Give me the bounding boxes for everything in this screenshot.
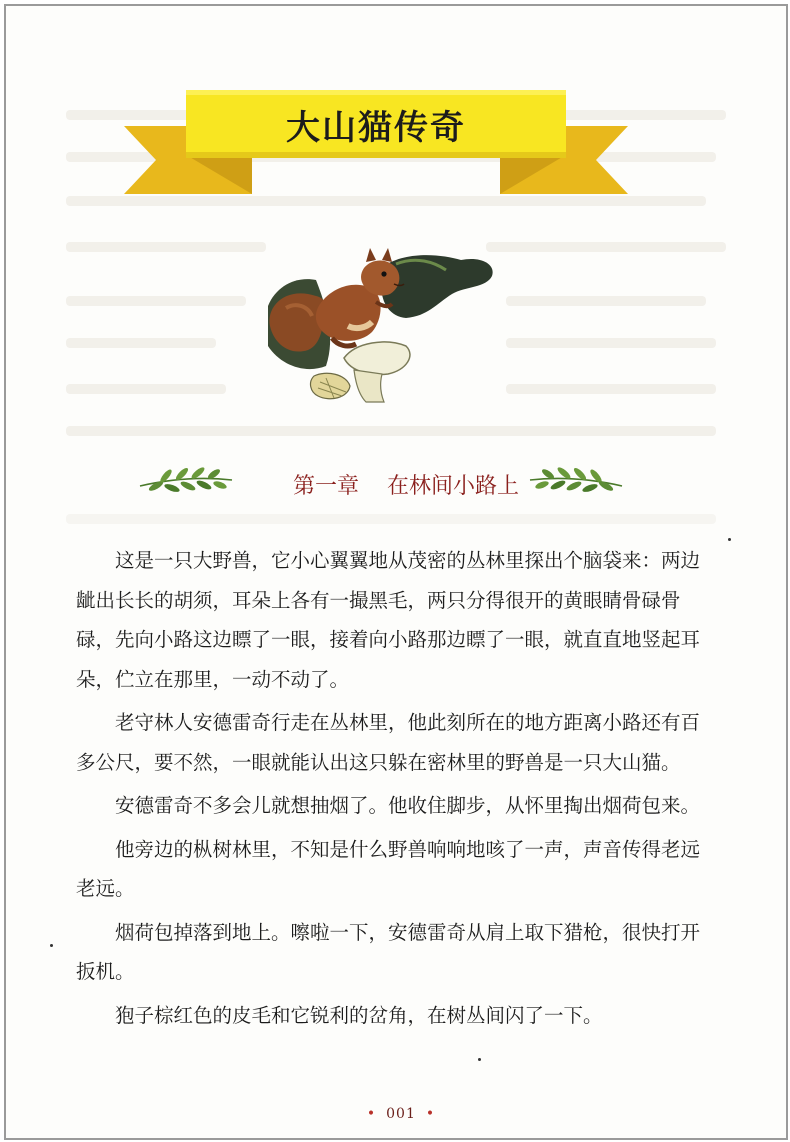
bleed-through-line <box>506 296 706 306</box>
chapter-number: 第一章 <box>292 473 359 499</box>
squirrel-illustration <box>256 246 501 406</box>
laurel-left-icon <box>136 466 236 500</box>
book-title: 大山猫传奇 <box>286 107 466 148</box>
page-number <box>6 1106 788 1122</box>
squirrel-icon <box>256 246 501 406</box>
bleed-through-line <box>66 338 216 348</box>
bullet-icon: • <box>425 1106 436 1122</box>
laurel-right-icon <box>526 466 626 500</box>
bleed-through-line <box>66 384 226 394</box>
chapter-body <box>76 541 716 1039</box>
page-number-value: 001 <box>386 1106 416 1122</box>
speck <box>50 944 53 947</box>
book-page <box>4 4 788 1140</box>
paragraph: 老守林人安德雷奇行走在丛林里，他此刻所在的地方距离小路还有百多公尺，要不然，一眼就能认出这只躲在密林里的野兽是一只大山猫。 <box>76 711 701 774</box>
chapter-name: 在林间小路上 <box>387 473 520 499</box>
bleed-through-line <box>66 514 716 524</box>
bleed-through-line <box>66 426 716 436</box>
bleed-through-line <box>486 242 726 252</box>
speck <box>478 1058 481 1061</box>
bleed-through-line <box>506 384 716 394</box>
chapter-title <box>236 464 576 504</box>
paragraph: 他旁边的枞树林里，不知是什么野兽响响地咳了一声，声音传得老远老远。 <box>76 837 701 900</box>
paragraph: 安德雷奇不多会儿就想抽烟了。他收住脚步，从怀里掏出烟荷包来。 <box>76 794 701 817</box>
chapter-heading <box>126 464 676 504</box>
title-banner <box>6 6 788 206</box>
paragraph: 这是一只大野兽，它小心翼翼地从茂密的丛林里探出个脑袋来：两边龇出长长的胡须，耳朵上各有一撮黑毛，两只分得很开的黄眼睛骨碌骨碌，先向小路这边瞟了一眼，接着向小路那边瞟了一眼，就直直地竖起耳朵，伫立在那里，一动不动了。 <box>76 549 701 691</box>
paragraph: 狍子棕红色的皮毛和它锐利的岔角，在树丛间闪了一下。 <box>76 1003 603 1027</box>
bleed-through-line <box>66 296 246 306</box>
paragraph: 烟荷包掉落到地上。嚓啦一下，安德雷奇从肩上取下猎枪，很快打开扳机。 <box>76 920 701 983</box>
bleed-through-line <box>66 242 266 252</box>
bullet-icon: • <box>366 1106 377 1122</box>
speck <box>728 538 731 541</box>
bleed-through-line <box>506 338 716 348</box>
